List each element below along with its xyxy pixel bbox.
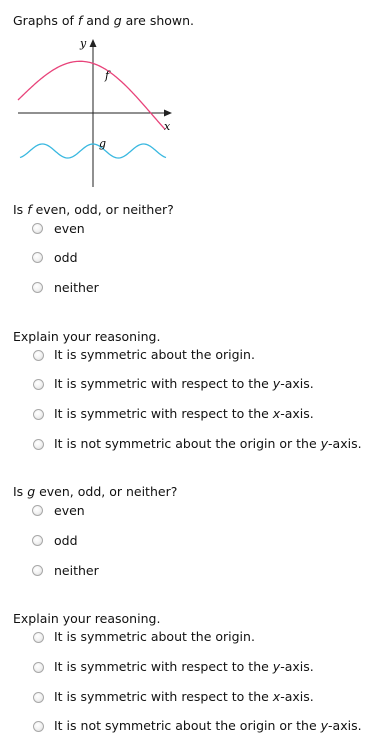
q3-var: g bbox=[27, 484, 36, 499]
f-curve bbox=[18, 61, 165, 129]
option-g-odd-label[interactable]: odd bbox=[54, 533, 78, 548]
radio-f-reason-y-axis[interactable] bbox=[33, 379, 44, 390]
intro-f: f bbox=[77, 13, 83, 28]
radio-f-even[interactable] bbox=[32, 223, 43, 234]
q3-prefix: Is bbox=[13, 484, 28, 499]
x-axis-arrow bbox=[164, 110, 172, 117]
intro-suffix: are shown. bbox=[121, 13, 195, 28]
question-f-parity bbox=[13, 202, 174, 218]
question-f-reasoning: Explain your reasoning. bbox=[13, 329, 161, 344]
radio-g-reason-y-axis[interactable] bbox=[33, 662, 44, 673]
option-f-reason-x-axis-label[interactable]: It is symmetric with respect to the x-axis. bbox=[54, 406, 314, 421]
q3-suffix: even, odd, or neither? bbox=[35, 484, 178, 499]
radio-g-reason-none[interactable] bbox=[33, 721, 44, 732]
radio-f-odd[interactable] bbox=[32, 252, 43, 263]
radio-f-reason-x-axis[interactable] bbox=[33, 409, 44, 420]
option-g-reason-origin-label[interactable]: It is symmetric about the origin. bbox=[54, 629, 255, 644]
intro-g: g bbox=[113, 13, 122, 28]
radio-g-reason-origin[interactable] bbox=[33, 632, 44, 643]
radio-g-even[interactable] bbox=[32, 505, 43, 516]
option-g-reason-y-axis-label[interactable]: It is symmetric with respect to the y-axis. bbox=[54, 659, 314, 674]
option-f-odd-label[interactable]: odd bbox=[54, 250, 78, 265]
option-g-neither-label[interactable]: neither bbox=[54, 563, 99, 578]
option-f-neither-label[interactable]: neither bbox=[54, 280, 99, 295]
intro-prefix: Graphs of bbox=[13, 13, 78, 28]
option-f-even-label[interactable]: even bbox=[54, 221, 85, 236]
radio-f-reason-none[interactable] bbox=[33, 439, 44, 450]
option-g-even-label[interactable]: even bbox=[54, 503, 85, 518]
g-curve-label: g bbox=[99, 137, 107, 150]
q1-prefix: Is bbox=[13, 202, 28, 217]
f-curve-label: f bbox=[105, 69, 110, 82]
y-axis-label: y bbox=[80, 37, 87, 50]
intro-mid: and bbox=[82, 13, 114, 28]
radio-f-neither[interactable] bbox=[32, 282, 43, 293]
function-graph bbox=[10, 34, 175, 194]
question-g-reasoning: Explain your reasoning. bbox=[13, 611, 161, 626]
option-f-reason-none-label[interactable]: It is not symmetric about the origin or the y-axis. bbox=[54, 436, 362, 451]
q1-var: f bbox=[27, 202, 32, 217]
x-axis-label: x bbox=[164, 120, 171, 133]
option-f-reason-origin-label[interactable]: It is symmetric about the origin. bbox=[54, 347, 255, 362]
y-axis-arrow bbox=[90, 39, 97, 47]
option-g-reason-x-axis-label[interactable]: It is symmetric with respect to the x-axis. bbox=[54, 689, 314, 704]
radio-g-odd[interactable] bbox=[32, 535, 43, 546]
option-g-reason-none-label[interactable]: It is not symmetric about the origin or the y-axis. bbox=[54, 718, 362, 733]
radio-g-reason-x-axis[interactable] bbox=[33, 692, 44, 703]
q1-suffix: even, odd, or neither? bbox=[31, 202, 174, 217]
question-g-parity bbox=[13, 484, 177, 500]
option-f-reason-y-axis-label[interactable]: It is symmetric with respect to the y-axis. bbox=[54, 376, 314, 391]
radio-g-neither[interactable] bbox=[32, 565, 43, 576]
intro-text bbox=[13, 13, 194, 29]
radio-f-reason-origin[interactable] bbox=[33, 350, 44, 361]
